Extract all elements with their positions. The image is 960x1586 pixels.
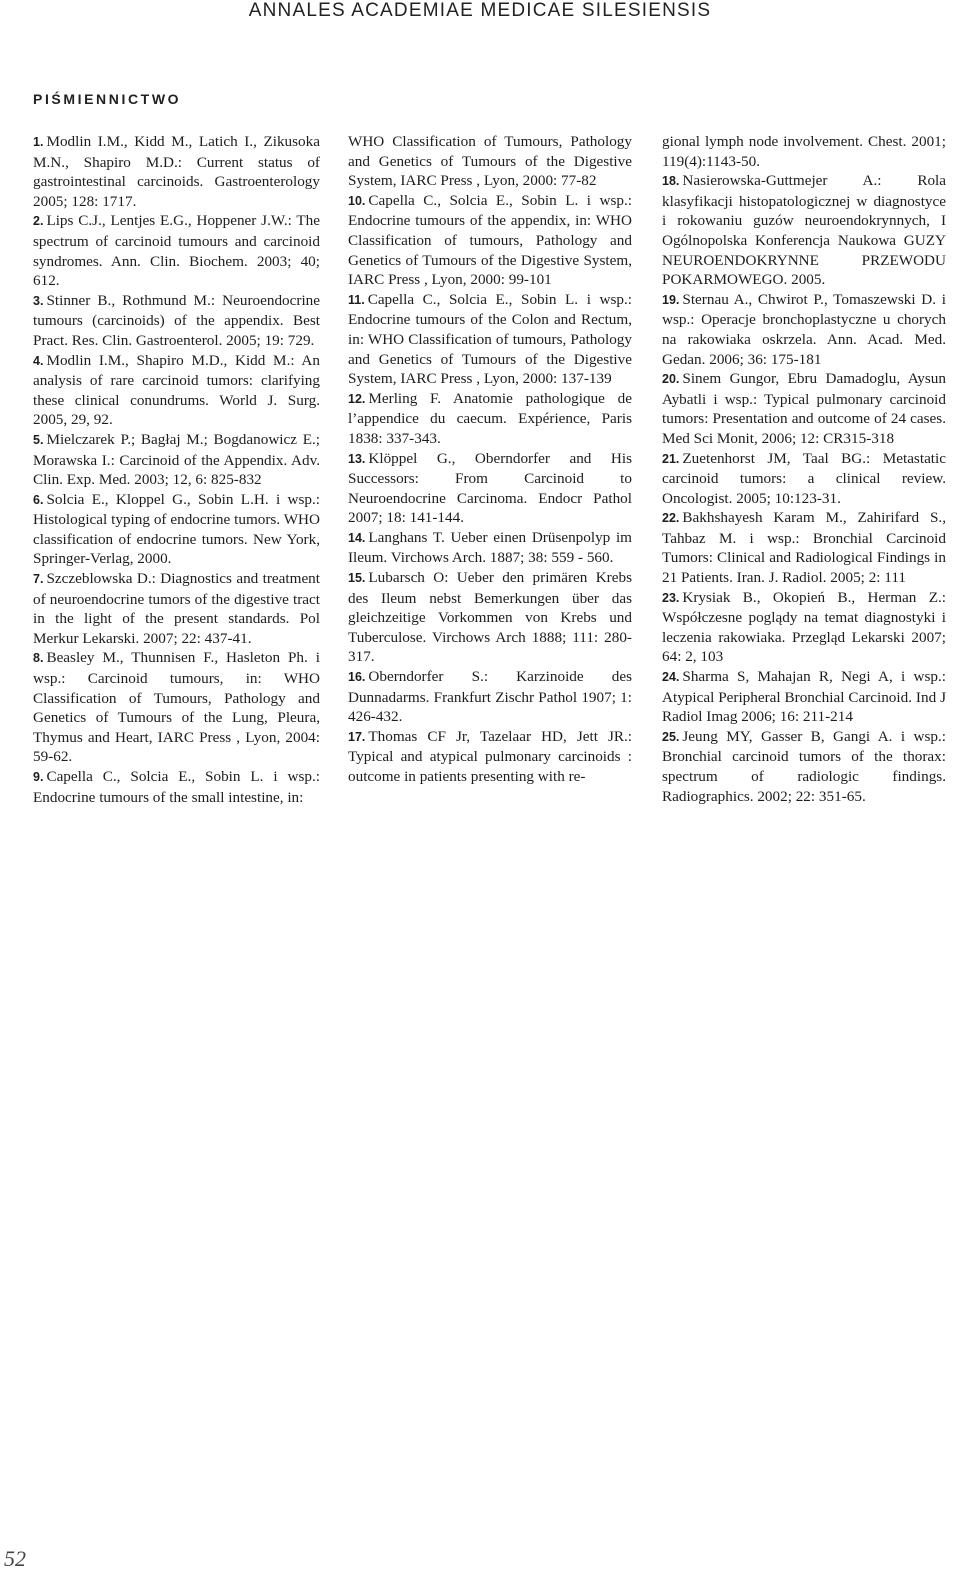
references-column-3 [662,132,946,806]
reference-number: 24. [662,670,680,685]
reference-number: 14. [348,530,366,545]
reference-number: 17. [348,729,366,744]
references-column-2 [348,132,632,787]
reference-entry [33,351,320,430]
reference-number: 23. [662,590,680,605]
reference-entry [662,369,946,448]
reference-number: 5. [33,432,44,447]
reference-number: 15. [348,571,366,586]
reference-number: 10. [348,193,366,208]
reference-entry [348,132,632,191]
reference-number: 12. [348,391,366,406]
reference-entry [33,569,320,648]
reference-number: 11. [348,292,365,307]
reference-text: Bakhshayesh Karam M., Zahirifard S., Tahbaz M. i wsp.: Bronchial Carcinoid Tumors: Clinical and Radiological Findings in 21 Patients. Iran. J. Radiol. 2005; 2: 111 [662,509,946,587]
reference-entry [348,389,632,449]
reference-entry [33,490,320,569]
references-column-1 [33,132,320,807]
reference-entry [33,211,320,290]
reference-entry [662,508,946,587]
reference-number: 16. [348,670,366,685]
reference-text: Modlin I.M., Kidd M., Latich I., Zikusoka M.N., Shapiro M.D.: Current status of gastrointestinal carcinoids. Gastroenterology 2005; 128: 1717. [33,133,320,210]
reference-number: 6. [33,492,44,507]
reference-entry [662,449,946,509]
reference-entry [662,290,946,369]
reference-entry [33,132,320,211]
reference-number: 19. [662,292,680,307]
reference-number: 1. [33,135,44,149]
reference-entry [348,727,632,787]
reference-number: 7. [33,572,44,587]
reference-text: gional lymph node involvement. Chest. 2001; 119(4):1143-50. [662,133,946,170]
reference-text: Lips C.J., Lentjes E.G., Hoppener J.W.: The spectrum of carcinoid tumours and carcinoid syndromes. Ann. Clin. Biochem. 2003; 40; 612. [33,212,320,290]
reference-number: 22. [662,511,680,526]
references-heading: PIŚMIENNICTWO [33,91,182,107]
reference-text: Klöppel G., Oberndorfer and His Successors: From Carcinoid to Neuroendocrine Carcinoma. Endocr Pathol 2007; 18: 141-144. [348,449,632,527]
reference-entry [348,191,632,290]
reference-entry [33,767,320,807]
reference-text: Merling F. Anatomie pathologique de l’appendice du caecum. Expérience, Paris 1838: 337-343. [348,389,632,447]
reference-text: Zuetenhorst JM, Taal BG.: Metastatic carcinoid tumors: a clinical review. Oncologist. 2005; 10:123-31. [662,449,946,507]
reference-text: Sternau A., Chwirot P., Tomaszewski D. i wsp.: Operacje bronchoplastyczne u chorych na rakowiaka oskrzela. Ann. Acad. Med. Gedan. 2006; 36: 175-181 [662,290,946,368]
reference-number: 21. [662,451,680,466]
reference-entry [662,132,946,171]
reference-text: Beasley M., Thunnisen F., Hasleton Ph. i wsp.: Carcinoid tumours, in: WHO Classification of Tumours, Pathology and Genetics of Tumours of the Lung, Pleura, Thymus and Heart, IARC Press , Lyon, 2004: 59-62. [33,649,320,766]
reference-text: Modlin I.M., Shapiro M.D., Kidd M.: An analysis of rare carcinoid tumors: clarifying these clinical conundrums. World J. Surg. 2005, 29, 92. [33,351,320,429]
reference-entry [348,667,632,727]
reference-text: Thomas CF Jr, Tazelaar HD, Jett JR.: Typical and atypical pulmonary carcinoids : outcome in patients presenting with re- [348,727,632,785]
reference-text: Langhans T. Ueber einen Drüsenpolyp im Ileum. Virchows Arch. 1887; 38: 559 - 560. [348,528,632,567]
reference-text: Sharma S, Mahajan R, Negi A, i wsp.: Atypical Peripheral Bronchial Carcinoid. Ind J Radiol Imag 2006; 16: 211-214 [662,668,946,726]
reference-entry [33,430,320,490]
reference-entry [348,528,632,568]
reference-number: 13. [348,451,366,466]
reference-text: Stinner B., Rothmund M.: Neuroendocrine tumours (carcinoids) of the appendix. Best Pract. Res. Clin. Gastroenterol. 2005; 19: 729. [33,291,320,349]
reference-entry [662,171,946,290]
reference-entry [33,648,320,767]
reference-text: Lubarsch O: Ueber den primären Krebs des Ileum nebst Bemerkungen über das gleichzeitige Vorkommen von Krebs und Tuberculose. Virchows Arch 1888; 111: 280-317. [348,569,632,666]
reference-text: Krysiak B., Okopień B., Herman Z.: Współczesne poglądy na temat diagnostyki i leczenia rakowiaka. Przegląd Lekarski 2007; 64: 2, 103 [662,588,946,666]
reference-entry [662,588,946,667]
reference-text: Sinem Gungor, Ebru Damadoglu, Aysun Aybatli i wsp.: Typical pulmonary carcinoid tumors: Presentation and outcome of 24 cases. Med Sci Monit, 2006; 12: CR315-318 [662,370,946,447]
reference-entry [662,727,946,806]
reference-text: Oberndorfer S.: Karzinoide des Dunnadarms. Frankfurt Zischr Pathol 1907; 1: 426-432. [348,668,632,726]
page-number: 52 [4,1546,26,1571]
reference-number: 20. [662,372,680,387]
reference-text: Capella C., Solcia E., Sobin L. i wsp.: Endocrine tumours of the appendix, in: WHO Classification of tumours, Pathology and Genetics of Tumours of the Digestive System, IARC Press , Lyon, 2000: 99-101 [348,191,632,289]
reference-text: Capella C., Solcia E., Sobin L. i wsp.: Endocrine tumours of the small intestine, in: [33,768,320,806]
reference-text: Szczeblowska D.: Diagnostics and treatment of neuroendocrine tumors of the digestive tract in the light of the present standards. Pol Merkur Lekarski. 2007; 22: 437-41. [33,570,320,647]
reference-entry [348,449,632,528]
reference-number: 3. [33,293,44,308]
reference-number: 18. [662,174,680,189]
reference-text: Solcia E., Kloppel G., Sobin L.H. i wsp.: Histological typing of endocrine tumors. WHO classification of endocrine tumors. New York, Springer-Verlag, 2000. [33,490,320,568]
reference-number: 2. [33,214,44,229]
reference-text: Jeung MY, Gasser B, Gangi A. i wsp.: Bronchial carcinoid tumors of the thorax: spectrum of radiologic findings. Radiographics. 2002; 22: 351-65. [662,727,946,805]
reference-text: Nasierowska-Guttmejer A.: Rola klasyfikacji histopatologicznej w diagnostyce i rokowaniu guzów neuroendokrynnych, I Ogólnopolska Konferencja Naukowa GUZY NEUROENDOKRYNNE PRZEWODU POKARMOWEGO. 2005. [662,172,946,289]
reference-number: 8. [33,651,44,666]
reference-text: WHO Classification of Tumours, Pathology and Genetics of Tumours of the Digestive System, IARC Press , Lyon, 2000: 77-82 [348,133,632,190]
reference-entry [348,290,632,389]
reference-entry [348,568,632,667]
reference-number: 9. [33,770,44,784]
reference-text: Mielczarek P.; Bagłaj M.; Bogdanowicz E.; Morawska I.: Carcinoid of the Appendix. Adv. Clin. Exp. Med. 2003; 12, 6: 825-832 [33,430,320,489]
reference-number: 25. [662,729,680,744]
journal-title: ANNALES ACADEMIAE MEDICAE SILESIENSIS [248,0,712,21]
reference-number: 4. [33,353,44,368]
reference-entry [662,667,946,727]
reference-entry [33,291,320,351]
reference-text: Capella C., Solcia E., Sobin L. i wsp.: Endocrine tumours of the Colon and Rectum, in: WHO Classification of tumours, Pathology and Genetics of Tumours of the Digestive System, IARC Press , Lyon, 2000: 137-139 [348,290,632,388]
